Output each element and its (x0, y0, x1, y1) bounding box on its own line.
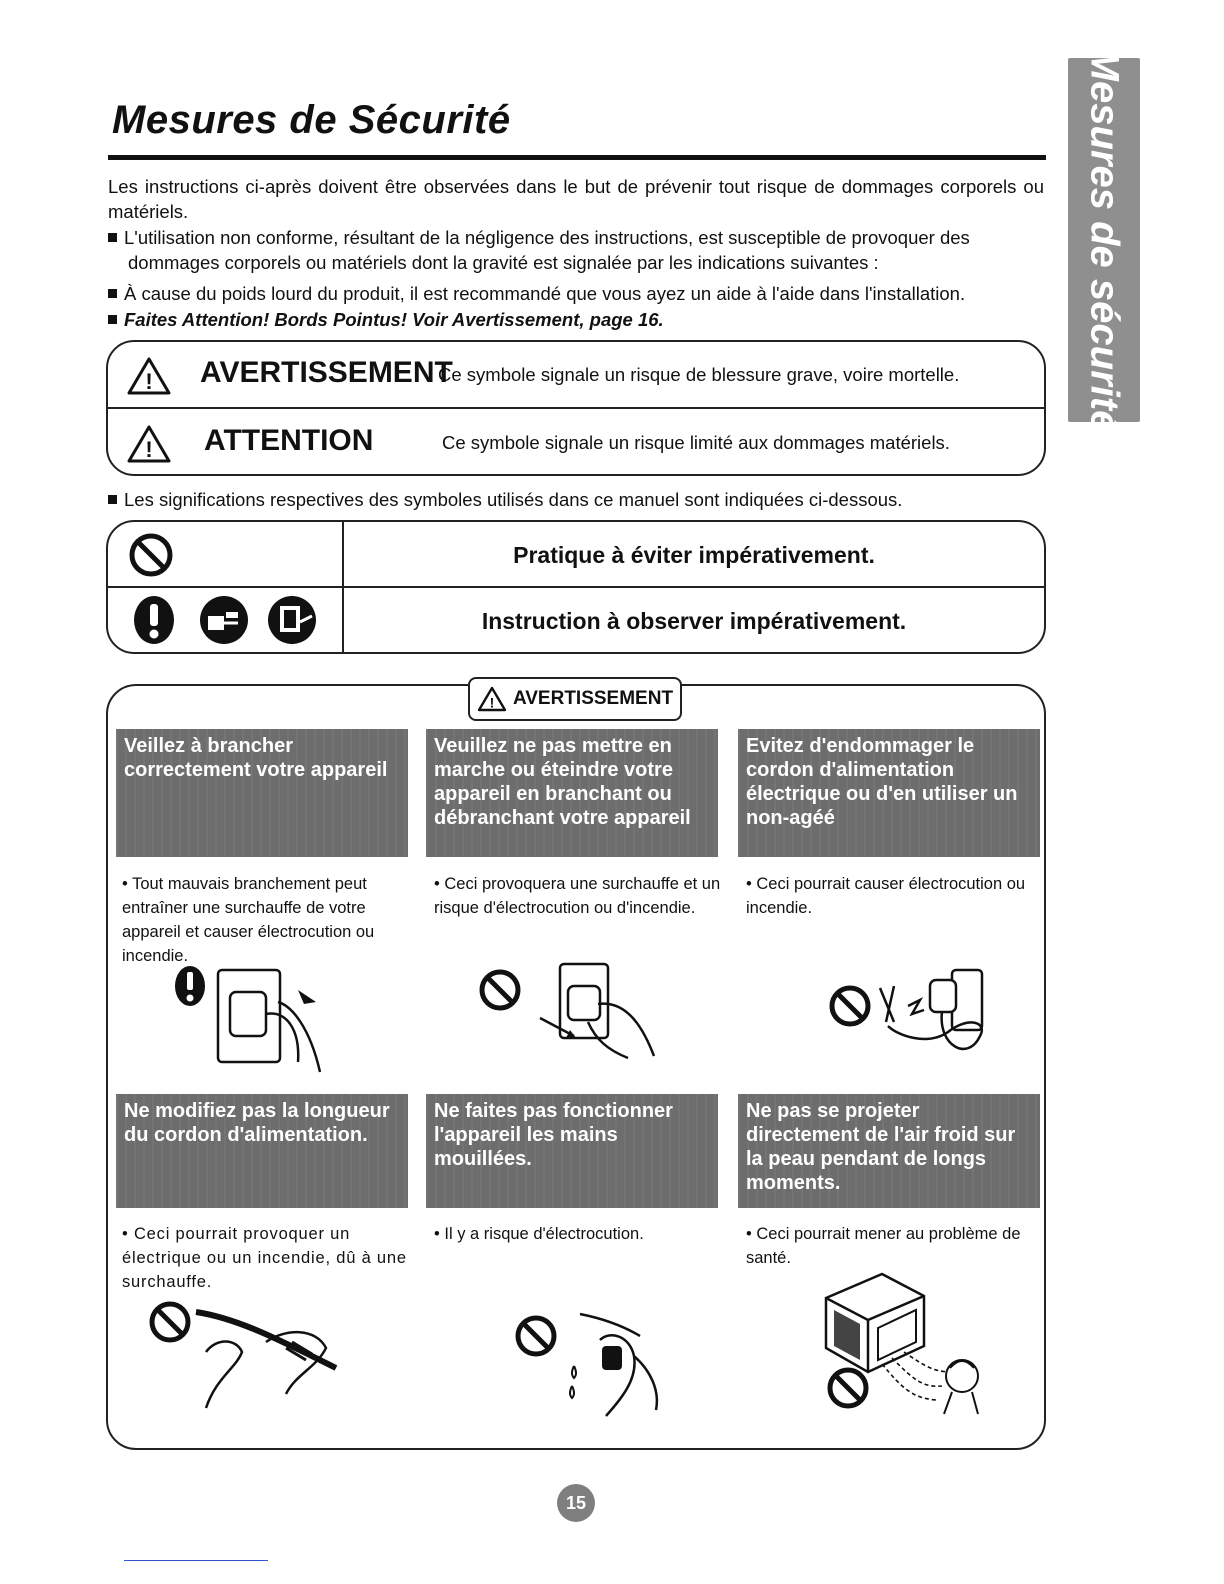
intro-bullet-3-text: Faites Attention! Bords Pointus! Voir Avertissement, page 16. (124, 309, 664, 330)
footer-rule (124, 1560, 268, 1561)
plug-in-correctly-illustration (170, 962, 330, 1082)
warning-section-tag-label: AVERTISSEMENT (512, 688, 674, 709)
svg-text:!: ! (489, 694, 495, 711)
prohibited-icon (128, 532, 174, 578)
intro-bullet-2 (108, 281, 965, 306)
warning-label: AVERTISSEMENT (200, 356, 453, 389)
warning-item-4-text: • Ceci pourrait provoquer un électrique ou un incendie, dû à une surchauffe. (122, 1225, 407, 1291)
svg-text:!: ! (145, 437, 153, 462)
no-cord-modification-illustration (146, 1298, 346, 1418)
warning-description: Ce symbole signale un risque de blessure grave, voire mortelle. (438, 364, 960, 385)
warning-item-6-text: • Ceci pourrait mener au problème de santé. (746, 1225, 1021, 1267)
warning-item-2-text: • Ceci provoquera une surchauffe et un risque d'électrocution ou d'incendie. (434, 875, 721, 917)
warning-item-1-text: • Tout mauvais branchement peut entraîner une surchauffe de votre appareil et causer électrocution ou incendie. (122, 875, 375, 965)
warning-section-tag (468, 677, 682, 721)
mandatory-icon (130, 594, 178, 646)
no-plug-switching-illustration (478, 960, 678, 1060)
intro-bullet-1 (108, 225, 970, 250)
mandatory-meaning: Instruction à observer impérativement. (481, 608, 907, 634)
side-tab (1068, 47, 1140, 433)
page-title: Mesures de Sécurité (112, 98, 511, 142)
no-wet-hands-illustration (510, 1300, 670, 1420)
warning-triangle-icon (126, 356, 172, 396)
page-number: 15 (557, 1484, 595, 1522)
warning-item-3-header: Evitez d'endommager le cordon d'alimentation électrique ou d'en utiliser un non-agéé (738, 729, 1040, 857)
prohibited-meaning: Pratique à éviter impérativement. (513, 542, 875, 568)
warning-item-5-text: • Il y a risque d'électrocution. (434, 1225, 644, 1243)
warning-item-3-text: • Ceci pourrait causer électrocution ou incendie. (746, 875, 1026, 917)
symbols-intro-text: Les significations respectives des symboles utilisés dans ce manuel sont indiquées ci-dessous. (124, 489, 903, 510)
warning-item-2-header: Veuillez ne pas mettre en marche ou éteindre votre appareil en branchant ou débranchant votre appareil (426, 729, 718, 857)
symbols-intro (108, 487, 902, 512)
warning-item-5-header: Ne faites pas fonctionner l'appareil les mains mouillées. (426, 1094, 718, 1208)
intro-bullet-1-cont: dommages corporels ou matériels dont la gravité est signalée par les indications suivantes : (128, 252, 879, 273)
warning-item-1-header: Veillez à brancher correctement votre appareil (116, 729, 408, 857)
title-rule (108, 155, 1046, 160)
warning-item-6-header: Ne pas se projeter directement de l'air froid sur la peau pendant de longs moments. (738, 1094, 1040, 1208)
ground-icon (266, 594, 318, 646)
svg-text:!: ! (145, 369, 153, 394)
unplug-icon (198, 594, 250, 646)
intro-bullet-3 (108, 307, 664, 332)
caution-triangle-icon (126, 424, 172, 464)
warning-item-4-header: Ne modifiez pas la longueur du cordon d'alimentation. (116, 1094, 408, 1208)
hazard-levels-box (106, 340, 1046, 476)
intro-bullet-2-text: À cause du poids lourd du produit, il est recommandé que vous ayez un aide à l'aide dans l'installation. (124, 283, 966, 304)
side-tab-label: Mesures de sécurité (1082, 47, 1127, 433)
symbols-box (106, 520, 1046, 654)
caution-description: Ce symbole signale un risque limité aux dommages matériels. (442, 432, 950, 453)
warning-tag-icon (477, 686, 507, 712)
damaged-cord-illustration (828, 966, 998, 1066)
intro-bullet-1-text: L'utilisation non conforme, résultant de la négligence des instructions, est susceptible de provoquer des (124, 227, 970, 248)
caution-label: ATTENTION (204, 424, 374, 457)
no-direct-cold-air-illustration (812, 1268, 992, 1418)
intro-lead: Les instructions ci-après doivent être observées dans le but de prévenir tout risque de dommages corporels ou matériels. (108, 176, 1044, 222)
